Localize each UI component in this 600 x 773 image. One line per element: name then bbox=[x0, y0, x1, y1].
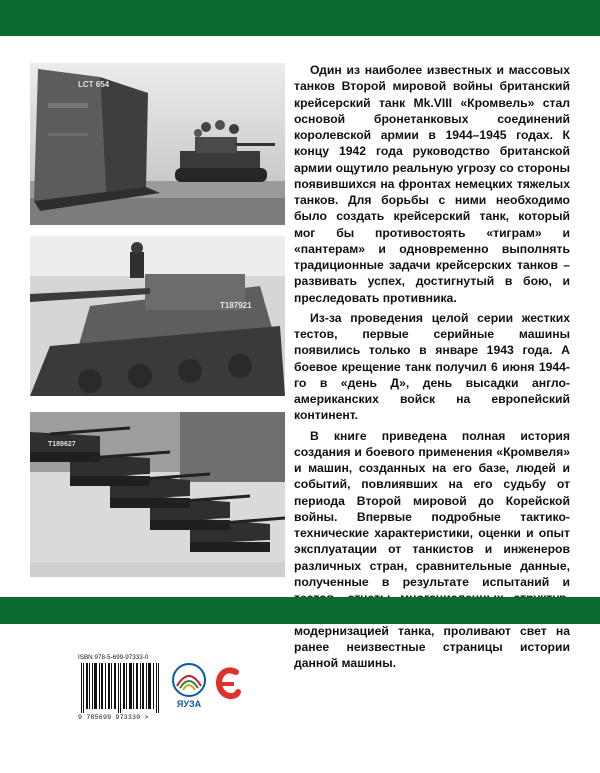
annotation-text bbox=[294, 62, 570, 671]
top-green-band bbox=[0, 0, 600, 36]
annotation-paragraph-3: В книге приведена полная история создания и боевого применения «Кромвеля» и машин, созданных на его базе, людей и событий, повлиявших на его судьбу от периода Второй мировой до Корейской войны. Впервые подробные тактико-технические характеристики, оценки и опыт эксплуатации от танкистов и инженеров различных стран, сравнительные данные, полученные в результате испытаний и модернизацией танка, проливают свет на ранее неизвестные страницы истории данной машины. bbox=[294, 428, 570, 670]
yauza-publisher-logo bbox=[169, 662, 209, 710]
isbn-block bbox=[78, 654, 164, 721]
photo-landing-craft bbox=[30, 63, 285, 225]
barcode bbox=[78, 663, 164, 713]
annotation-paragraph-1: Один из наиболее известных и массовых танков Второй мировой войны британский крейсерский танк Mk.VIII «Кромвель» стал основой бронетанковых соединений королевской армии в 1944–1945 годах. К концу 1942 года руководство британской армии ощутило реальную угрозу со стороны появившихся на фронтах немецких тяжелых танков. Для борьбы с ними необходимо было создать крейсерский танк, который мог бы противостоять «тиграм» и «пантерам» и одновременно выполнять традиционные задачи крейсерских танков – развивать успех, достигнутый в бою, и преследовать противника. bbox=[294, 63, 570, 305]
middle-green-band bbox=[0, 597, 600, 624]
column-tank-registration: T189627 bbox=[48, 441, 76, 448]
landing-craft-hull-number: LCT 654 bbox=[78, 80, 110, 89]
photo-tank-commander bbox=[30, 236, 285, 396]
annotation-paragraph-2: Из-за проведения целой серии жестких тестов, первые серийные машины появились только в январе 1943 года. А боевое крещение танк получил 6 июня 1944-го в «день Д», день высадки англо-американских войск на европейский континент. bbox=[294, 310, 570, 423]
barcode-digits: 9 785699 973330 > bbox=[78, 714, 149, 721]
yauza-logo-text: ЯУЗА bbox=[176, 699, 202, 709]
tank-registration-number: T187921 bbox=[220, 301, 252, 310]
isbn-number: ISBN 978-5-699-97333-0 bbox=[78, 654, 149, 661]
photo-tank-column bbox=[30, 412, 285, 577]
eksmo-publisher-logo bbox=[214, 664, 242, 704]
